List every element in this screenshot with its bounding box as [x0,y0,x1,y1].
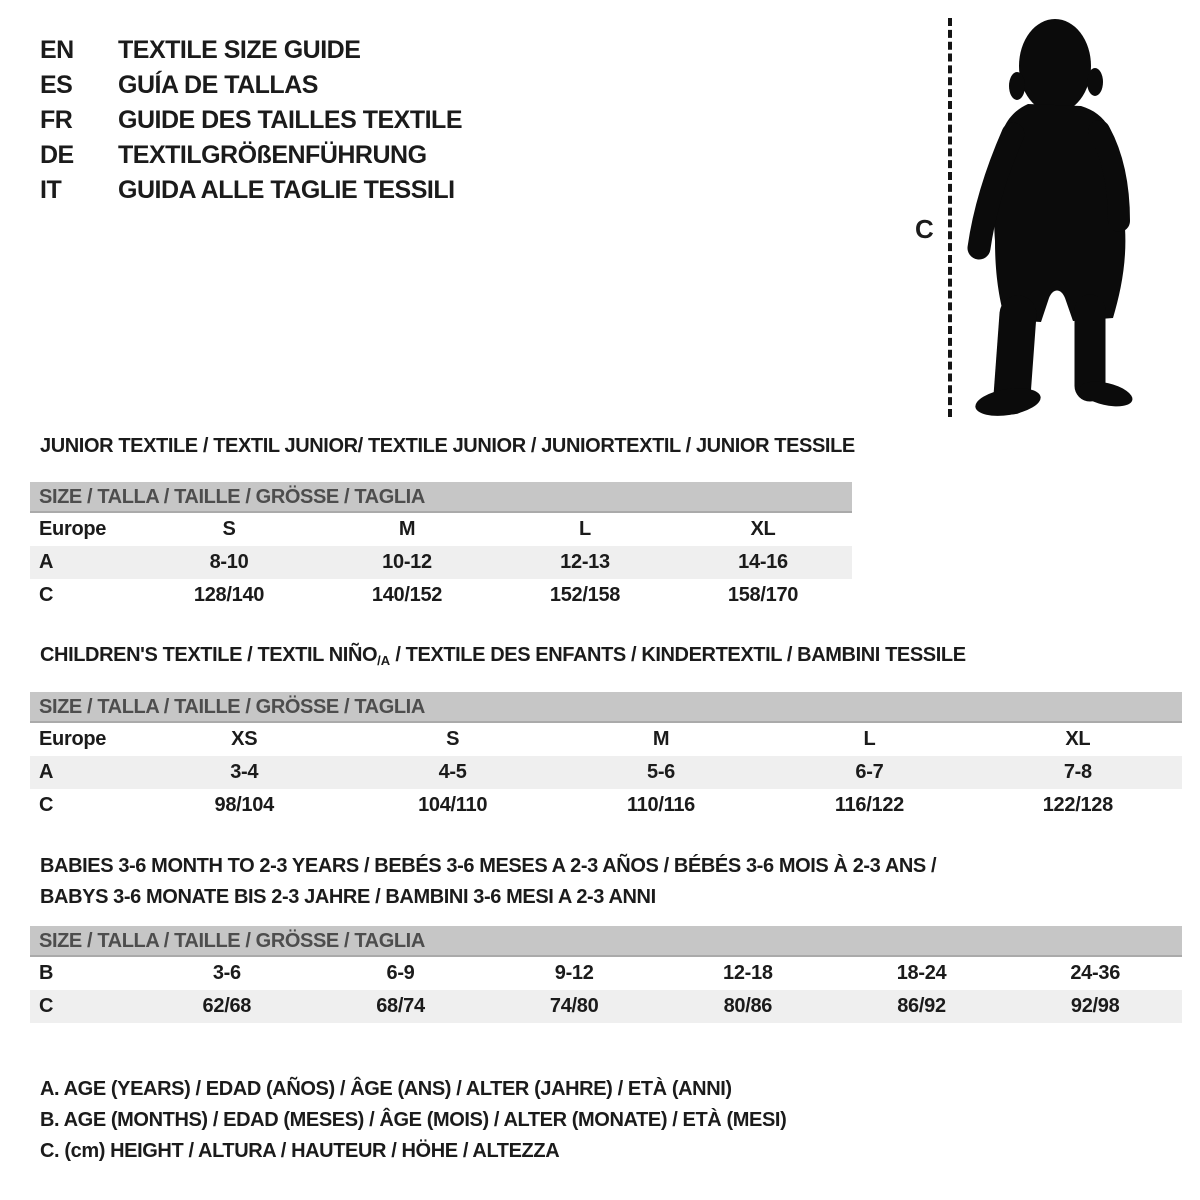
age-cell: 5-6 [647,761,676,783]
guide-title-es: GUÍA DE TALLAS [118,71,318,99]
height-cell: 152/158 [549,584,621,606]
row-label: Europe [39,728,107,750]
legend-footnotes [40,1074,786,1167]
junior-size-table [30,482,852,612]
age-cell: 12-13 [560,551,610,573]
row-label: A [39,551,54,573]
size-cell: L [579,518,591,540]
language-row-en [40,33,462,68]
table-row-height [30,990,1182,1023]
age-cell: 7-8 [1063,761,1092,783]
language-code: DE [40,141,74,169]
size-cell: S [446,728,460,750]
language-row-es [40,68,462,103]
height-measure-label: C [915,214,934,244]
size-header-bar: SIZE / TALLA / TAILLE / GRÖSSE / TAGLIA [30,692,1182,723]
table-row-europe [30,513,852,546]
months-cell: 24-36 [1070,962,1121,984]
row-label: Europe [39,518,107,540]
babies-section-title [40,851,936,913]
size-cell: XL [750,518,776,540]
language-code: IT [40,176,62,204]
height-cell: 140/152 [371,584,443,606]
table-row-height [30,789,1182,822]
language-row-fr [40,103,462,138]
age-cell: 4-5 [438,761,467,783]
age-cell: 8-10 [209,551,249,573]
footnote-age-years: A. AGE (YEARS) / EDAD (AÑOS) / ÂGE (ANS) / ALTER (JAHRE) / ETÀ (ANNI) [40,1078,732,1100]
size-cell: XS [231,728,258,750]
guide-title-en: TEXTILE SIZE GUIDE [118,36,361,64]
height-cell: 62/68 [202,995,252,1017]
footnote-age-months: B. AGE (MONTHS) / EDAD (MESES) / ÂGE (MOIS) / ALTER (MONATE) / ETÀ (MESI) [40,1109,787,1131]
babies-title-line1: BABIES 3-6 MONTH TO 2-3 YEARS / BEBÉS 3-6 MESES A 2-3 AÑOS / BÉBÉS 3-6 MOIS À 2-3 ANS / [40,855,937,877]
height-cell: 122/128 [1042,794,1113,816]
guide-title-it: GUIDA ALLE TAGLIE TESSILI [118,176,455,204]
height-cell: 128/140 [193,584,265,606]
footnote-height-cm: C. (cm) HEIGHT / ALTURA / HAUTEUR / HÖHE / ALTEZZA [40,1140,560,1162]
children-section-title [40,643,966,669]
size-cell: S [222,518,236,540]
language-code: EN [40,36,74,64]
height-cell: 92/98 [1070,995,1120,1017]
toddler-silhouette-image [966,14,1138,418]
size-header-bar: SIZE / TALLA / TAILLE / GRÖSSE / TAGLIA [30,926,1182,957]
children-size-table [30,692,1182,822]
height-cell: 158/170 [727,584,799,606]
height-cell: 104/110 [418,794,488,816]
height-cell: 86/92 [897,995,946,1017]
age-cell: 10-12 [382,551,432,573]
height-dashed-line [948,18,952,417]
table-row-age [30,756,1182,789]
height-cell: 116/122 [834,794,904,816]
guide-title-fr: GUIDE DES TAILLES TEXTILE [118,106,463,134]
language-code: ES [40,71,73,99]
children-title-subscript: /A [377,653,391,668]
children-title-prefix: CHILDREN'S TEXTILE / TEXTIL NIÑO [40,644,378,666]
row-label: C [39,794,54,816]
height-cell: 98/104 [214,794,274,816]
row-label: C [39,995,54,1017]
table-row-months [30,957,1182,990]
size-cell: M [398,518,416,540]
height-cell: 80/86 [723,995,773,1017]
language-row-de [40,138,462,173]
height-cell: 74/80 [549,995,599,1017]
months-cell: 6-9 [386,962,415,984]
junior-section-title: JUNIOR TEXTILE / TEXTIL JUNIOR/ TEXTILE JUNIOR / JUNIORTEXTIL / JUNIOR TESSILE [40,435,855,457]
babies-size-table [30,926,1182,1023]
size-cell: XL [1065,728,1091,750]
table-row-europe [30,723,1182,756]
months-cell: 18-24 [896,962,947,984]
row-label: B [39,962,54,984]
row-label: C [39,584,54,606]
row-label: A [39,761,54,783]
language-code: FR [40,106,73,134]
age-cell: 6-7 [855,761,884,783]
age-cell: 14-16 [738,551,788,573]
age-cell: 3-4 [230,761,259,783]
children-title-suffix: / TEXTILE DES ENFANTS / KINDERTEXTIL / BAMBINI TESSILE [390,644,966,666]
height-cell: 68/74 [376,995,425,1017]
table-row-height [30,579,852,612]
size-cell: M [652,728,670,750]
months-cell: 3-6 [212,962,241,984]
height-cell: 110/116 [627,794,696,816]
language-title-list [40,33,462,208]
language-row-it [40,173,462,208]
babies-title-line2: BABYS 3-6 MONATE BIS 2-3 JAHRE / BAMBINI 3-6 MESI A 2-3 ANNI [40,886,656,908]
months-cell: 12-18 [723,962,773,984]
size-header-bar: SIZE / TALLA / TAILLE / GRÖSSE / TAGLIA [30,482,852,513]
guide-title-de: TEXTILGRÖßENFÜHRUNG [118,141,427,169]
table-row-age [30,546,852,579]
months-cell: 9-12 [554,962,594,984]
size-cell: L [863,728,876,750]
